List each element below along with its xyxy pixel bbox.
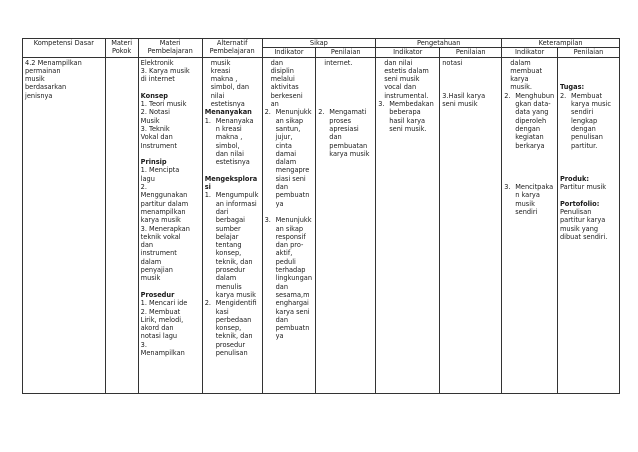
list-item: 2. Menghubun gkan data- data yang diperoleh dengan kegiatan berkarya	[504, 91, 555, 150]
prosedur-body: 1. Mencari ide 2. Membuat Lirik, melodi, akord dan notasi lagu 3. Menampilkan	[140, 299, 188, 357]
sikap-indikator-list	[265, 108, 314, 340]
cell-keterampilan-penilaian	[557, 57, 619, 393]
header-keterampilan-indikator: Indikator	[502, 48, 558, 57]
portofolio-heading: Portofolio:	[559, 199, 600, 208]
menanyakan-heading: Menanyakan	[204, 108, 252, 117]
header-alternatif-pembelajaran: Alternatif Pembelajaran	[202, 39, 262, 58]
header-pengetahuan: Pengetahuan	[376, 39, 502, 48]
list-item: 2. Membuat karya music sendiri lengkap dengan penulisan partitur.	[559, 91, 611, 150]
portofolio-body: Penulisan partitur karya musik yang dibuat sendiri.	[559, 207, 608, 241]
header-keterampilan-penilaian: Penilaian	[557, 48, 619, 57]
list-item: 1. Menanyaka n kreasi makna , simbol, dan nilai estetisnya	[204, 116, 254, 167]
list-item: 3. Mencitpaka n karya musik sendiri	[504, 183, 554, 216]
header-materi-pembelajaran: Materi Pembelajaran	[138, 39, 202, 58]
syllabus-table	[22, 38, 620, 394]
sikap-penilaian-list	[318, 108, 373, 158]
eksplorasi-heading: Mengeksplora si	[204, 174, 258, 192]
cell-kompetensi: 4.2 Menampilkan permainan musik berdasarkan jenisnya	[23, 57, 106, 393]
peng-indikator-list	[378, 100, 437, 133]
prinsip-body: 1. Mencipta lagu 2. Menggunakan partitur dalam menampilkan karya musik 3. Menerapkan teknik vokal dan instrument dalam penyajian musik	[140, 166, 190, 283]
materi-intro: Elektronik 3. Karya musik di internet	[140, 58, 190, 84]
prinsip-heading: Prinsip	[140, 158, 167, 167]
peng-indikator-intro: dan nilai estetis dalam seni musik vocal dan instrumental.	[384, 58, 429, 100]
sikap-penilaian-intro: internet.	[324, 58, 353, 67]
list-item: 2. Mengidentifi kasi perbedaan konsep, teknik, dan prosedur penulisan	[204, 299, 257, 357]
header-kompetensi-dasar: Kompetensi Dasar	[23, 39, 106, 58]
cell-alternatif	[202, 57, 262, 393]
header-materi-pokok: Materi Pokok	[105, 39, 138, 58]
konsep-body: 1. Teori musik 2. Notasi Musik 3. Teknik Vokal dan Instrument	[140, 100, 187, 150]
produk-body: Partitur musik	[559, 183, 607, 192]
produk-heading: Produk:	[559, 174, 590, 183]
ket-indikator-intro: dalam membuat karya musik.	[510, 58, 543, 92]
content-row	[23, 57, 620, 393]
list-item: 2. Menunjukk an sikap santun, jujur, cinta damai dalam mengapre siasi seni dan pembuatn ya	[264, 108, 312, 208]
header-keterampilan: Keterampilan	[502, 39, 620, 48]
list-item: 3. Membedakan beberapa hasil karya seni musik.	[378, 100, 434, 133]
cell-pengetahuan-indikator	[376, 57, 440, 393]
tugas-list	[560, 92, 617, 150]
tugas-heading: Tugas:	[559, 83, 585, 92]
list-item: 1. Mengumpulk an informasi dari berbagai sumber belajar tentang konsep, teknik, dan prosedur dalam menulis karya musik	[204, 191, 259, 299]
menanyakan-list	[205, 117, 260, 167]
cell-sikap-indikator	[262, 57, 316, 393]
cell-keterampilan-indikator	[502, 57, 558, 393]
konsep-heading: Konsep	[140, 91, 169, 100]
header-sikap-indikator: Indikator	[262, 48, 316, 57]
eksplorasi-list	[205, 191, 260, 357]
prosedur-heading: Prosedur	[140, 290, 175, 299]
list-item: 2. Mengamati proses apresiasi dan pembuatan karya musik	[318, 108, 370, 158]
cell-pengetahuan-penilaian	[440, 57, 502, 393]
peng-penilaian-body: 3.Hasil karya seni musik	[442, 91, 486, 109]
header-row	[23, 39, 620, 48]
header-sikap: Sikap	[262, 39, 376, 48]
cell-materi-pokok	[105, 57, 138, 393]
header-pengetahuan-indikator: Indikator	[376, 48, 440, 57]
peng-penilaian-intro: notasi	[442, 58, 463, 67]
list-item: 3. Menunjukk an sikap responsif dan pro- aktif, peduli terhadap lingkungan dan sesama,m enghargai karya seni dan pembuatn ya	[264, 216, 313, 341]
cell-sikap-penilaian	[316, 57, 376, 393]
header-pengetahuan-penilaian: Penilaian	[440, 48, 502, 57]
sikap-indikator-intro: dan disiplin melalui aktivitas berkeseni an	[270, 58, 303, 109]
alternatif-intro: musik kreasi makna , simbol, dan nilai estetisnya	[210, 58, 250, 109]
ket-indikator-list	[504, 92, 555, 216]
header-sikap-penilaian: Penilaian	[316, 48, 376, 57]
cell-materi-pembelajaran	[138, 57, 202, 393]
